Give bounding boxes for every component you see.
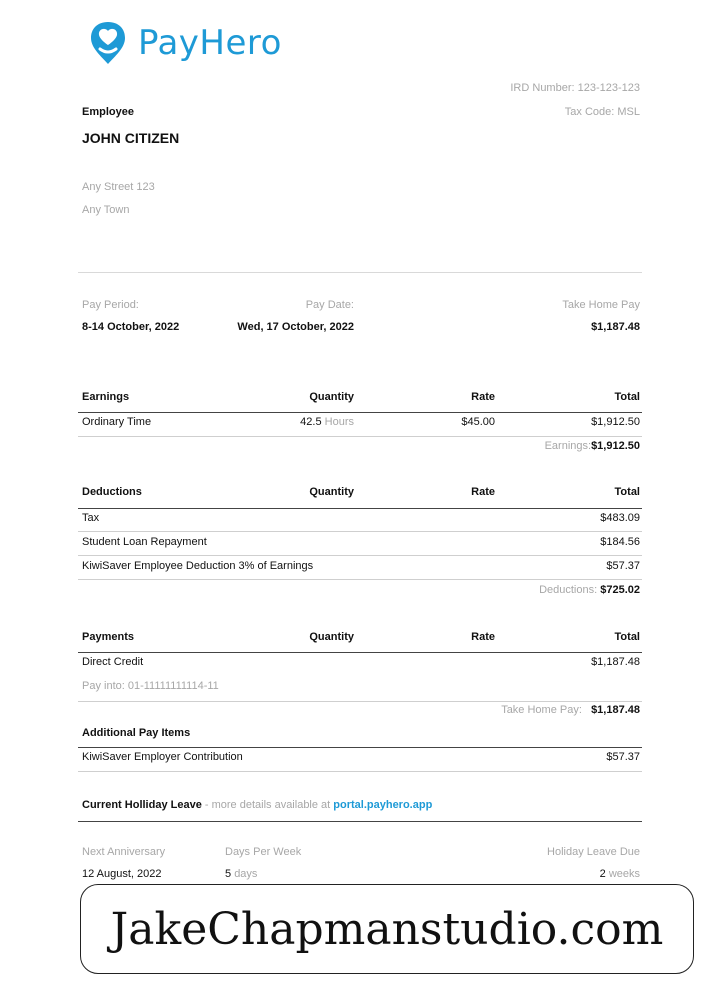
table-row-name: KiwiSaver Employee Deduction 3% of Earnings bbox=[82, 560, 314, 572]
earnings-subtotal: Earnings:$1,912.50 bbox=[544, 440, 640, 452]
table-row-rate: $45.00 bbox=[461, 416, 495, 428]
divider bbox=[78, 821, 642, 822]
take-home-value: $1,187.48 bbox=[591, 321, 640, 333]
table-row-total: $57.37 bbox=[606, 560, 640, 572]
table-row-total: $483.09 bbox=[600, 512, 640, 524]
days-per-week-value: 5 days bbox=[225, 868, 258, 880]
table-row-name: KiwiSaver Employer Contribution bbox=[82, 751, 243, 763]
earnings-header: Earnings bbox=[82, 391, 130, 403]
table-row-total: $184.56 bbox=[600, 536, 640, 548]
address-line2: Any Town bbox=[82, 204, 130, 216]
divider bbox=[78, 555, 642, 556]
table-row-total: $1,912.50 bbox=[591, 416, 640, 428]
ird-number: IRD Number: 123-123-123 bbox=[510, 82, 640, 94]
days-per-week-label: Days Per Week bbox=[225, 846, 302, 858]
payhero-logo bbox=[88, 18, 282, 68]
divider bbox=[78, 531, 642, 532]
table-row-name: Direct Credit bbox=[82, 656, 144, 668]
payments-total-header: Total bbox=[614, 631, 640, 643]
take-home-label: Take Home Pay bbox=[562, 299, 640, 311]
tax-code: Tax Code: MSL bbox=[564, 106, 640, 118]
watermark-text: JakeChapmanstudio.com bbox=[110, 903, 664, 955]
additional-pay-items-title: Additional Pay Items bbox=[82, 727, 191, 739]
table-row-quantity: 42.5 Hours bbox=[300, 416, 354, 428]
deductions-rate-header: Rate bbox=[471, 486, 495, 498]
pay-date-value: Wed, 17 October, 2022 bbox=[237, 321, 354, 333]
divider bbox=[78, 701, 642, 702]
table-row-total: $57.37 bbox=[606, 751, 640, 763]
deductions-header: Deductions bbox=[82, 486, 142, 498]
payhero-location-pin-icon bbox=[88, 20, 128, 66]
divider bbox=[78, 747, 642, 748]
next-anniversary-label: Next Anniversary bbox=[82, 846, 166, 858]
divider bbox=[78, 436, 642, 437]
pay-period-label: Pay Period: bbox=[82, 299, 139, 311]
holiday-leave-title: Current Holliday Leave - more details available at portal.payhero.app bbox=[82, 799, 433, 811]
portal-link[interactable]: portal.payhero.app bbox=[333, 799, 433, 811]
pay-date-label: Pay Date: bbox=[305, 299, 354, 311]
deductions-quantity-header: Quantity bbox=[309, 486, 354, 498]
payments-quantity-header: Quantity bbox=[309, 631, 354, 643]
leave-due-value: 2 weeks bbox=[599, 868, 640, 880]
logo-text: PayHero bbox=[138, 23, 282, 63]
payments-subtotal: Take Home Pay: $1,187.48 bbox=[501, 704, 640, 716]
table-row-total: $1,187.48 bbox=[591, 656, 640, 668]
table-row-name: Student Loan Repayment bbox=[82, 536, 207, 548]
divider bbox=[78, 272, 642, 273]
leave-due-label: Holiday Leave Due bbox=[547, 846, 640, 858]
divider bbox=[78, 508, 642, 509]
table-row-name: Ordinary Time bbox=[82, 416, 152, 428]
earnings-rate-header: Rate bbox=[471, 391, 495, 403]
earnings-total-header: Total bbox=[614, 391, 640, 403]
address-line1: Any Street 123 bbox=[82, 181, 155, 193]
divider bbox=[78, 412, 642, 413]
table-row-name: Tax bbox=[82, 512, 100, 524]
earnings-quantity-header: Quantity bbox=[309, 391, 354, 403]
employee-name: JOHN CITIZEN bbox=[82, 130, 180, 146]
divider bbox=[78, 771, 642, 772]
watermark-banner bbox=[80, 884, 694, 974]
deductions-total-header: Total bbox=[614, 486, 640, 498]
payments-rate-header: Rate bbox=[471, 631, 495, 643]
payments-header: Payments bbox=[82, 631, 134, 643]
pay-into-account: Pay into: 01-11111111114-11 bbox=[82, 680, 219, 692]
next-anniversary-value: 12 August, 2022 bbox=[82, 868, 162, 880]
divider bbox=[78, 579, 642, 580]
divider bbox=[78, 652, 642, 653]
employee-label: Employee bbox=[82, 106, 134, 118]
pay-period-value: 8-14 October, 2022 bbox=[82, 321, 180, 333]
deductions-subtotal: Deductions: $725.02 bbox=[539, 584, 640, 596]
